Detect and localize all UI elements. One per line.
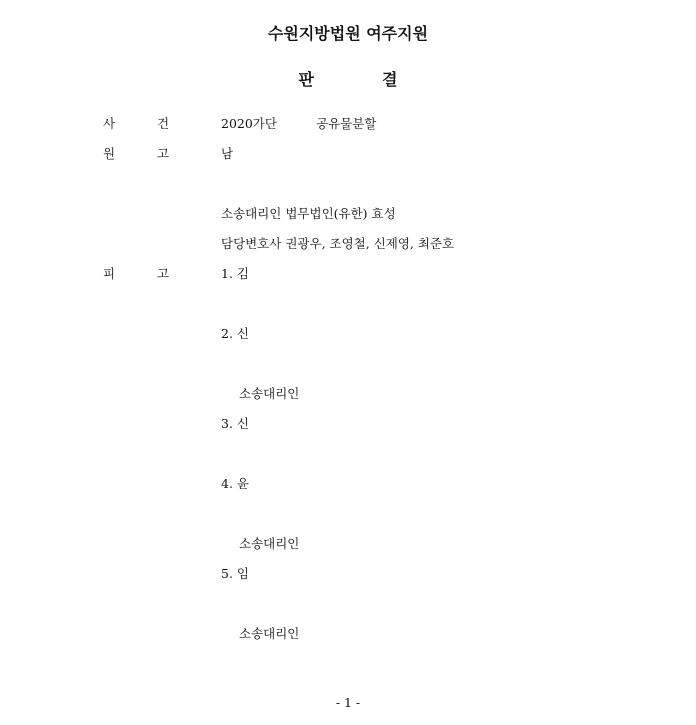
case-number: 2020가단 (221, 116, 277, 131)
defendant-item: 1. 김 (221, 266, 249, 281)
defendant-row (0, 324, 696, 344)
defendant-item: 4. 윤 (221, 476, 249, 491)
court-name: 수원지방법원 여주지원 (267, 24, 429, 43)
defendant-agent: 소송대리인 (239, 626, 300, 641)
case-label-char-2: 건 (157, 116, 170, 131)
page-number: - 1 - (335, 695, 361, 710)
defendant-row (0, 564, 696, 584)
defendant-agent-row (0, 624, 696, 644)
plaintiff-agent: 소송대리인 법무법인(유한) 효성 (221, 206, 396, 221)
defendant-agent-row (0, 384, 696, 404)
case-label-char-1: 사 (103, 116, 116, 131)
plaintiff-agent-row (0, 204, 696, 224)
defendant-row (0, 414, 696, 434)
case-row (0, 114, 696, 134)
plaintiff-lawyers-row (0, 234, 696, 254)
plaintiff-label-char-1: 원 (103, 146, 116, 161)
plaintiff-name: 남 (221, 146, 234, 161)
title-char-left: 판 (298, 70, 314, 89)
defendant-item: 3. 신 (221, 416, 249, 431)
defendant-label-char-2: 고 (157, 266, 170, 281)
defendant-item: 2. 신 (221, 326, 249, 341)
plaintiff-row (0, 144, 696, 164)
defendant-row (0, 264, 696, 284)
plaintiff-lawyers: 담당변호사 권광우, 조영철, 신제영, 최준호 (221, 236, 455, 251)
plaintiff-label-char-2: 고 (157, 146, 170, 161)
defendant-label-char-1: 피 (103, 266, 116, 281)
title-char-right: 결 (382, 70, 398, 89)
defendant-agent: 소송대리인 (239, 386, 300, 401)
defendant-agent-row (0, 534, 696, 554)
case-name: 공유물분할 (316, 116, 377, 131)
document-title (0, 68, 696, 92)
defendant-row (0, 474, 696, 494)
defendant-agent: 소송대리인 (239, 536, 300, 551)
defendant-item: 5. 임 (221, 566, 249, 581)
